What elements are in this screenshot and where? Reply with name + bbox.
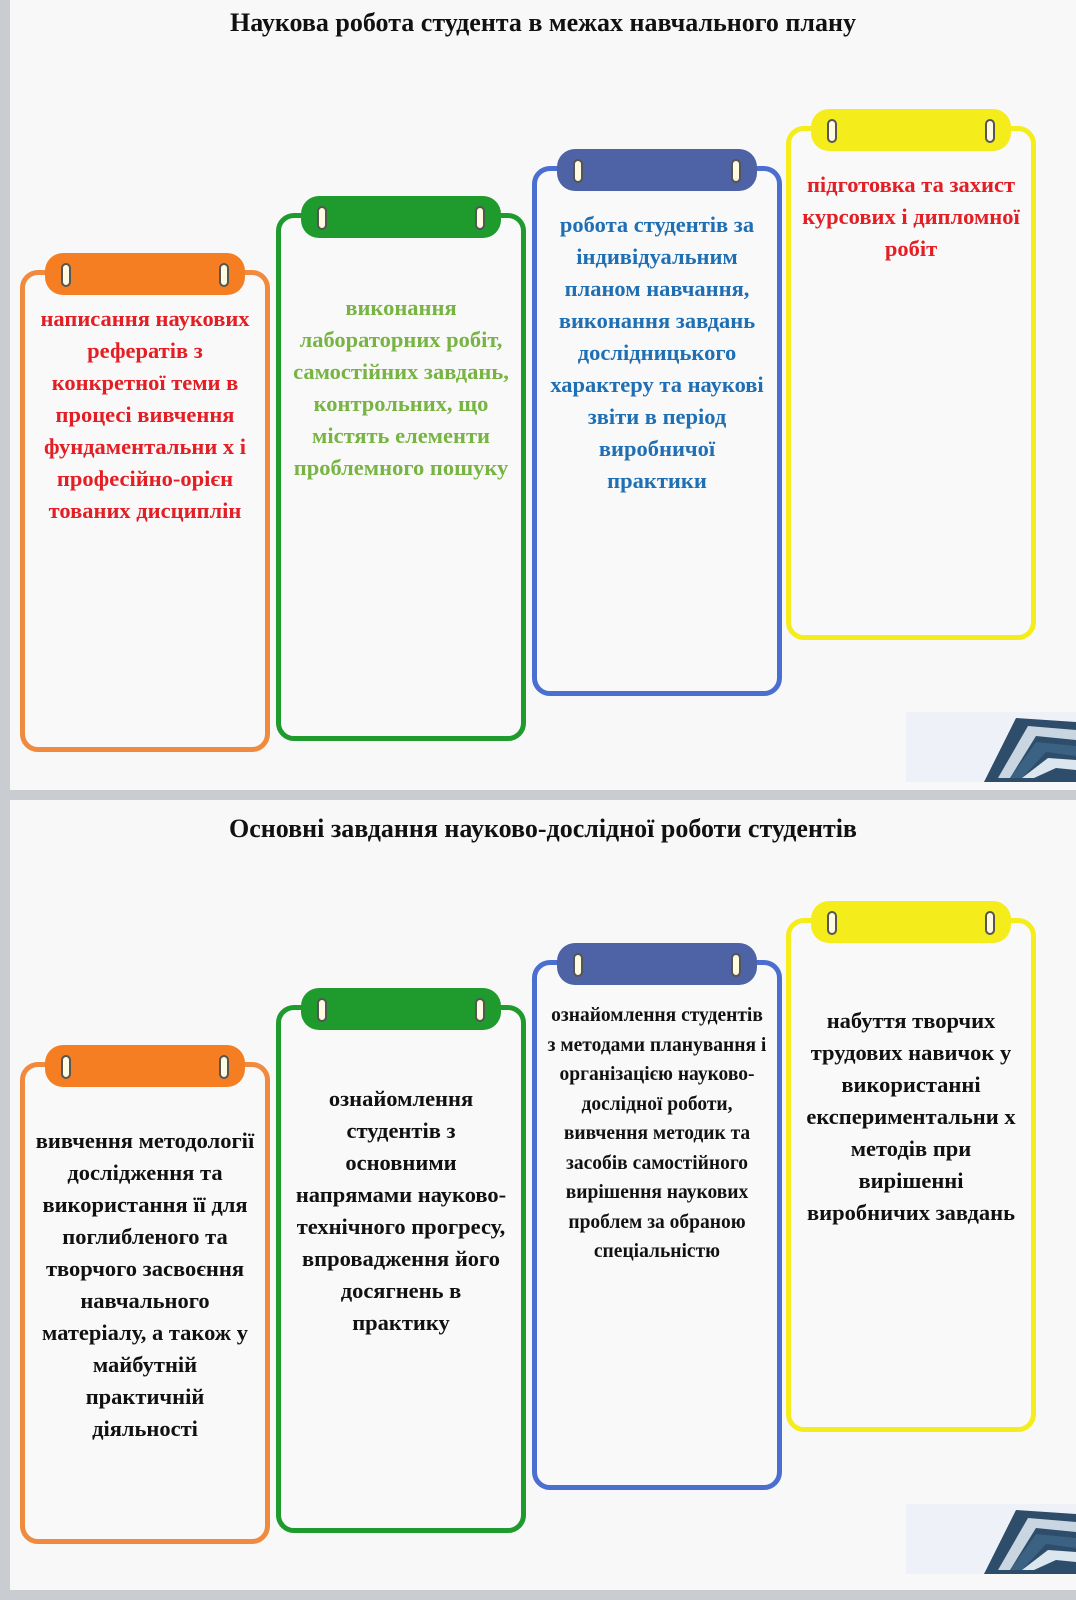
books-image [906,712,1076,782]
card-tab [45,253,245,295]
slide-title: Основні завдання науково-дослідної роботи студентів [229,814,857,843]
card-text: робота студентів за індивідуальним планом навчання, виконання завдань дослідницького характеру та наукові звіти в період виробничої практики [550,212,764,493]
card-tab [301,988,501,1030]
card-text: ознайомлення студентів з методами планування і організацією науково-дослідної роботи, вивчення методик та засобів самостійного вирішення наукових проблем за обраною спеціальністю [547,1005,767,1262]
card-blue [532,166,782,696]
card-tab [811,901,1011,943]
card-text: вивчення методології дослідження та використання її для поглибленого та творчого засвоєння навчального матеріалу, а також у майбутній практичній діяльності [35,1128,255,1441]
card-green [276,213,526,741]
card-text: підготовка та захист курсових і дипломної робіт [802,172,1020,261]
card-tab [811,109,1011,151]
card-green [276,1005,526,1533]
card-yellow [786,918,1036,1432]
card-orange [20,270,270,752]
slide-title: Наукова робота студента в межах навчального плану [230,8,856,37]
card-text: написання наукових рефератів з конкретної теми в процесі вивчення фундаментальни х і професійно-орієн тованих дисциплін [40,306,250,523]
card-blue [532,960,782,1490]
card-text: ознайомлення студентів з основними напрямами науково-технічного прогресу, впровадження його досягнень в практику [295,1086,507,1335]
card-tab [301,196,501,238]
card-orange [20,1062,270,1544]
card-text: виконання лабораторних робіт, самостійних завдань, контрольних, що містять елементи проблемного пошуку [293,295,509,480]
card-yellow [786,126,1036,640]
card-tab [45,1045,245,1087]
books-image [906,1504,1076,1574]
slide-main-tasks [10,800,1076,1590]
card-tab [557,943,757,985]
slide-research-in-curriculum [10,0,1076,790]
card-tab [557,149,757,191]
card-text: набуття творчих трудових навичок у використанні експериментальни х методів при вирішенні виробничих завдань [806,1008,1016,1225]
